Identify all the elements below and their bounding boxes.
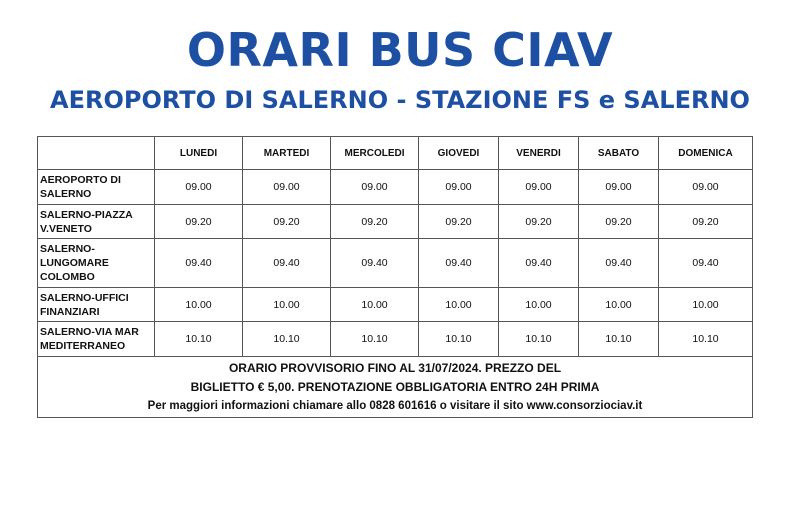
time-cell: 10.00: [499, 288, 579, 322]
time-cell: 09.00: [155, 170, 243, 205]
time-cell: 09.20: [331, 205, 419, 239]
time-cell: 10.10: [243, 322, 331, 357]
time-cell: 09.00: [331, 170, 419, 205]
time-cell: 10.10: [579, 322, 659, 357]
time-cell: 09.00: [579, 170, 659, 205]
page-subtitle: AEROPORTO DI SALERNO - STAZIONE FS e SALERNO: [50, 86, 750, 114]
stop-name: SALERNO-LUNGOMARE COLOMBO: [38, 239, 155, 288]
table-row: [38, 205, 753, 239]
time-cell: 09.20: [155, 205, 243, 239]
time-cell: 09.40: [243, 239, 331, 288]
page-title: ORARI BUS CIAV: [186, 23, 614, 77]
column-header-martedi: MARTEDI: [243, 137, 331, 170]
footer-row: [38, 357, 753, 418]
time-cell: 09.20: [499, 205, 579, 239]
time-cell: 09.00: [419, 170, 499, 205]
header-corner-cell: [38, 137, 155, 170]
time-cell: 09.20: [659, 205, 753, 239]
time-cell: 09.00: [243, 170, 331, 205]
footer-notes: [38, 357, 753, 418]
time-cell: 09.00: [499, 170, 579, 205]
time-cell: 09.40: [499, 239, 579, 288]
time-cell: 09.20: [243, 205, 331, 239]
footer-line-contact: Per maggiori informazioni chiamare allo 0828 601616 o visitare il sito www.consorziociav.it: [147, 399, 643, 412]
time-cell: 09.40: [155, 239, 243, 288]
schedule-table: [37, 136, 753, 418]
column-header-venerdi: VENERDI: [499, 137, 579, 170]
table-row: [38, 170, 753, 205]
stop-name: SALERNO-VIA MAR MEDITERRANEO: [38, 322, 155, 357]
footer-line-validity: ORARIO PROVVISORIO FINO AL 31/07/2024. PREZZO DEL: [228, 360, 562, 375]
time-cell: 10.10: [419, 322, 499, 357]
time-cell: 10.00: [243, 288, 331, 322]
time-cell: 10.10: [155, 322, 243, 357]
footer-line-booking: BIGLIETTO € 5,00. PRENOTAZIONE OBBLIGATORIA ENTRO 24H PRIMA: [190, 379, 600, 394]
table-row: [38, 239, 753, 288]
time-cell: 10.10: [659, 322, 753, 357]
time-cell: 09.00: [659, 170, 753, 205]
time-cell: 09.40: [419, 239, 499, 288]
time-cell: 09.20: [419, 205, 499, 239]
table-header-row: [38, 137, 753, 170]
time-cell: 10.00: [331, 288, 419, 322]
table-row: [38, 288, 753, 322]
time-cell: 10.10: [499, 322, 579, 357]
stop-name: SALERNO-UFFICI FINANZIARI: [38, 288, 155, 322]
time-cell: 09.40: [331, 239, 419, 288]
column-header-lunedi: LUNEDI: [155, 137, 243, 170]
time-cell: 10.10: [331, 322, 419, 357]
stop-name: SALERNO-PIAZZA V.VENETO: [38, 205, 155, 239]
time-cell: 09.40: [579, 239, 659, 288]
time-cell: 10.00: [659, 288, 753, 322]
time-cell: 10.00: [155, 288, 243, 322]
column-header-giovedi: GIOVEDI: [419, 137, 499, 170]
time-cell: 10.00: [579, 288, 659, 322]
column-header-sabato: SABATO: [579, 137, 659, 170]
table-row: [38, 322, 753, 357]
time-cell: 09.40: [659, 239, 753, 288]
time-cell: 10.00: [419, 288, 499, 322]
column-header-domenica: DOMENICA: [659, 137, 753, 170]
stop-name: AEROPORTO DI SALERNO: [38, 170, 155, 205]
column-header-mercoledi: MERCOLEDI: [331, 137, 419, 170]
time-cell: 09.20: [579, 205, 659, 239]
